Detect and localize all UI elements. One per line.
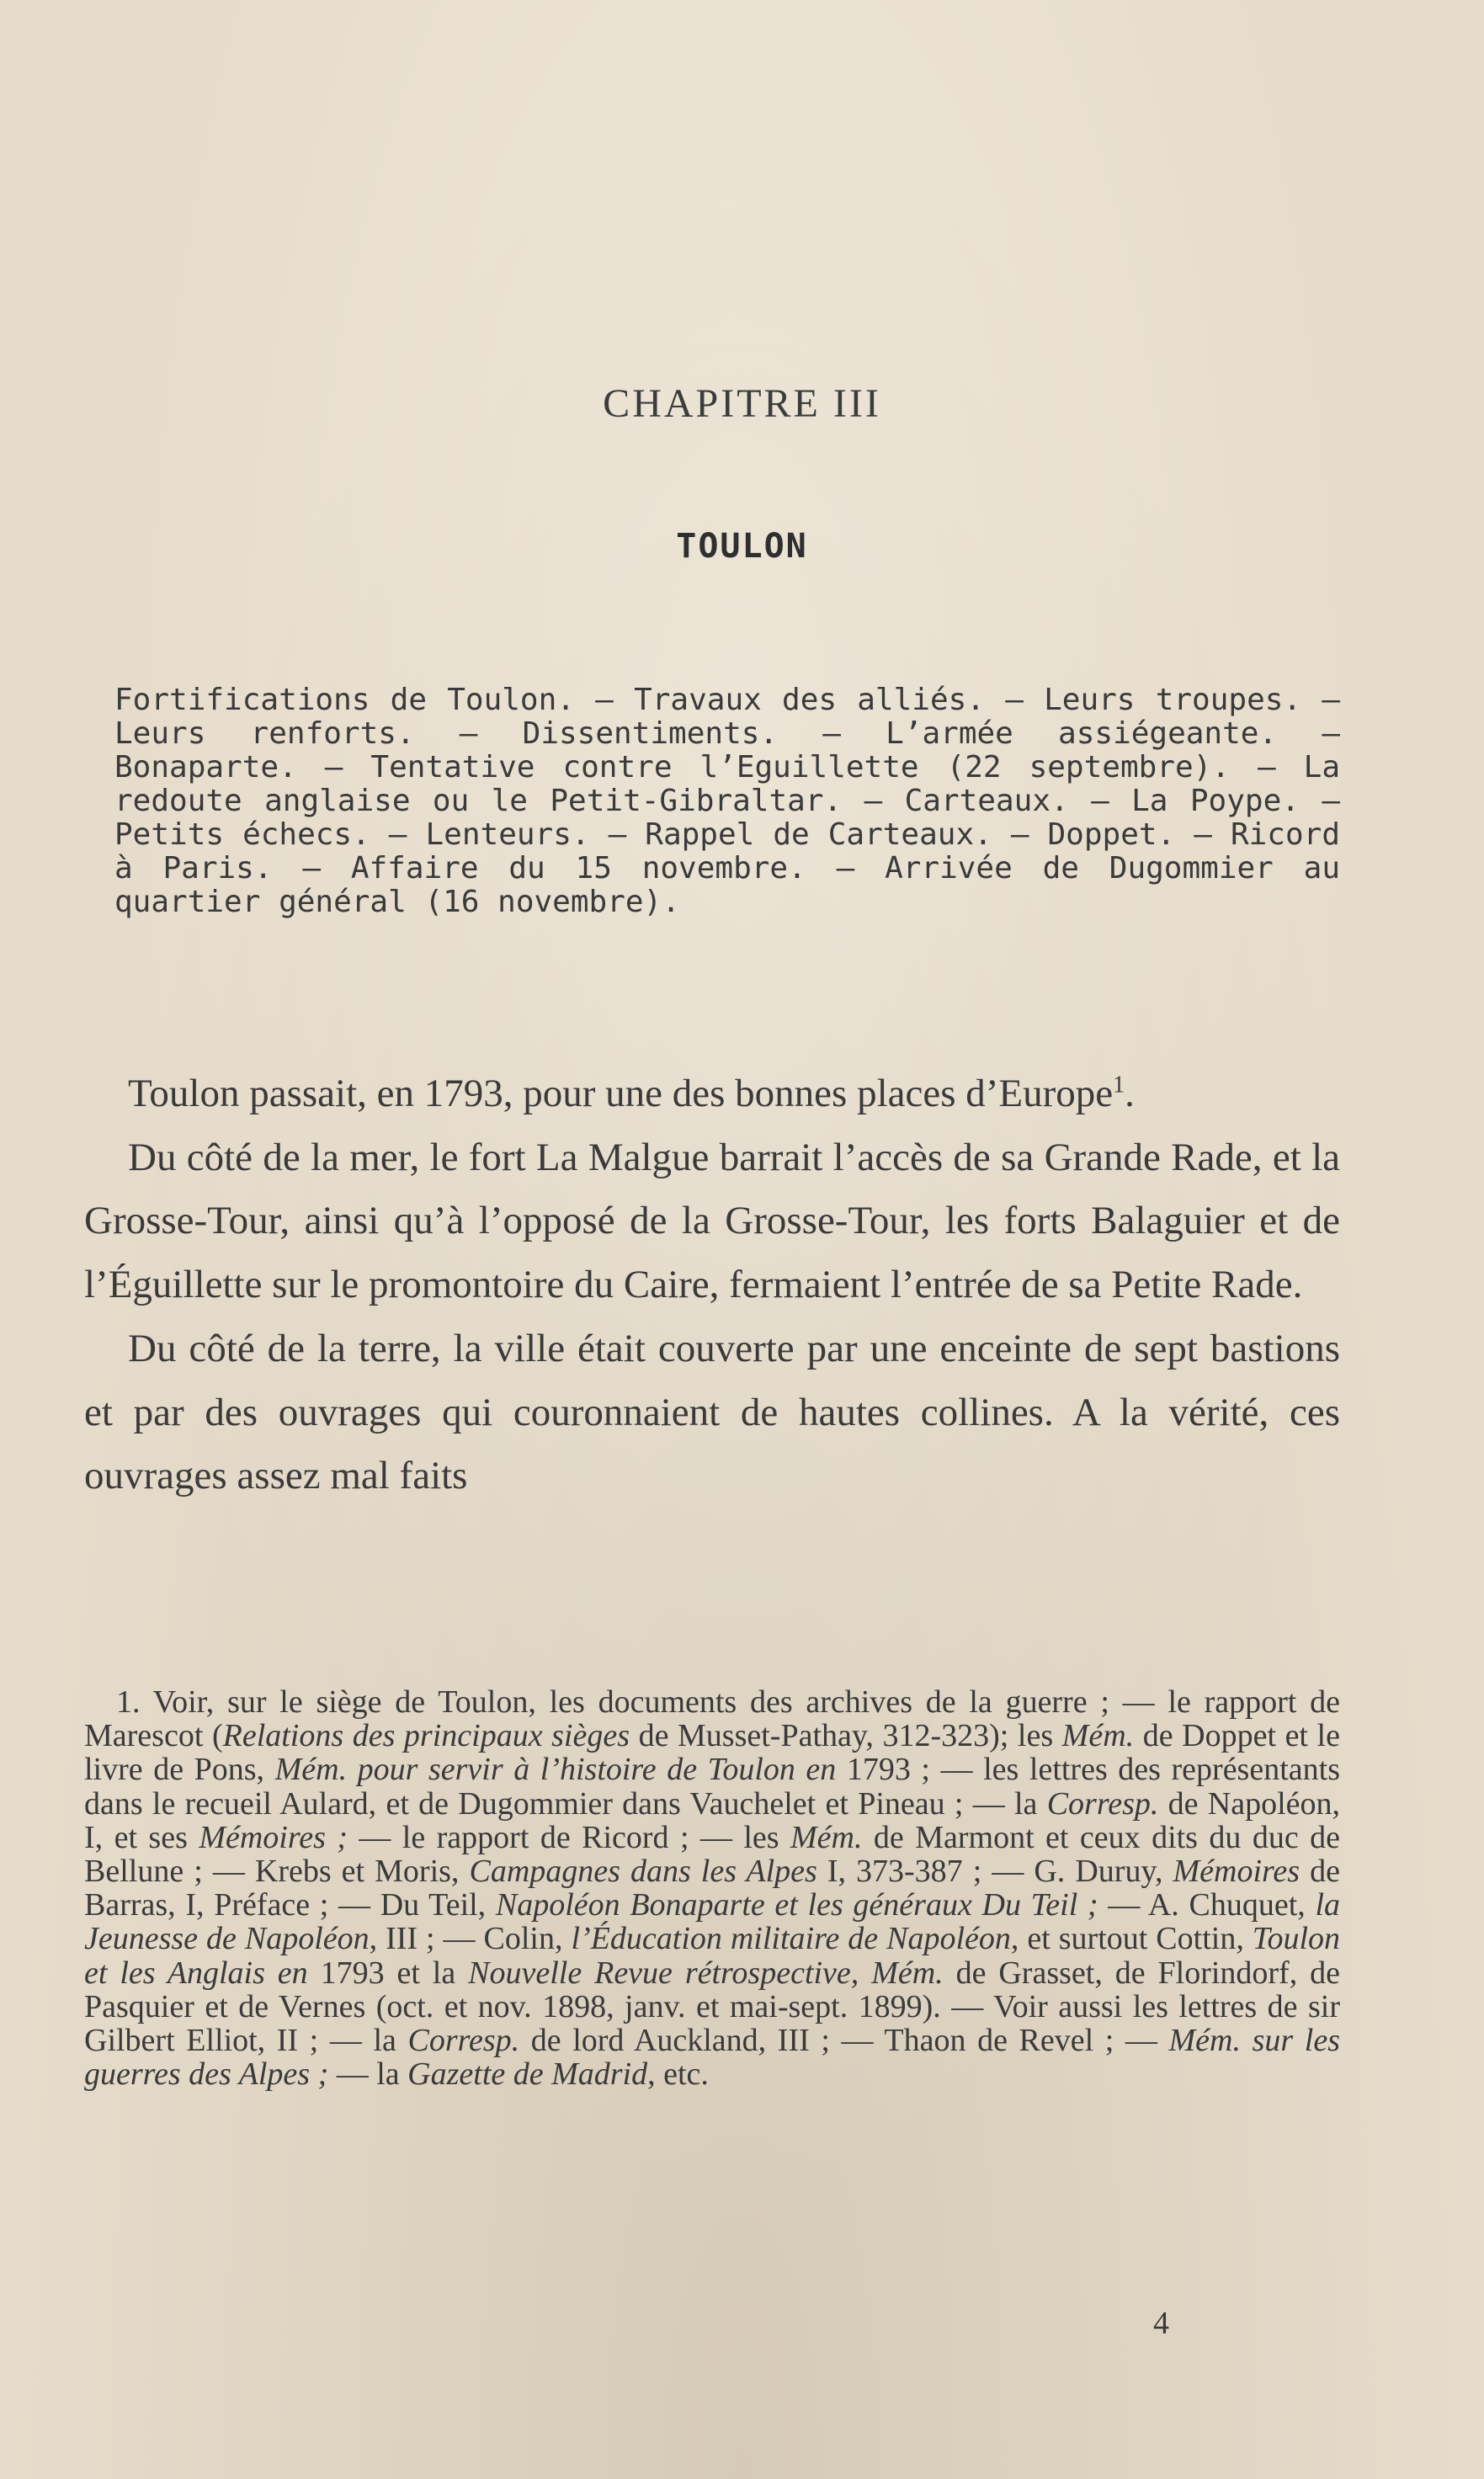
chapter-summary: Fortifications de Toulon. — Travaux des alliés. — Leurs troupes. — Leurs renforts. — Dissentiments. — L’armée assiégeante. — Bonaparte. — Tentative contre l’Eguillette (22 septembre). — La redoute anglaise ou le Petit-Gibraltar. — Carteaux. — La Poype. — Petits échecs. — Lenteurs. — Rappel de Carteaux. — Doppet. — Ricord à Paris. — Affaire du 15 novembre. — Arrivée de Dugommier au quartier général (16 novembre).	[114, 683, 1340, 919]
footnote-title: la Jeunesse de Napoléon	[84, 1887, 1340, 1957]
footnote-segment: , etc.	[647, 2056, 709, 2093]
footnote-segment: I, 373-387 ; — G. Duruy,	[816, 1854, 1173, 1890]
paragraph-1-text: Toulon passait, en 1793, pour une des bonnes places d’Europe	[128, 1072, 1114, 1115]
footnote	[84, 1685, 1340, 2091]
footnote-title: Mémoires	[1173, 1854, 1300, 1890]
footnote-segment: de Doppet et le livre de Pons,	[84, 1718, 1340, 1788]
footnote-segment: de Musset-Pathay, 312-323); les	[630, 1718, 1062, 1754]
paragraph-2: Du côté de la mer, le fort La Malgue barrait l’accès de sa Grande Rade, et la Grosse-Tour, ainsi qu’à l’opposé de la Grosse-Tour, les forts Balaguier et de l’Éguillette sur le promontoire du Caire, fermaient l’entrée de sa Petite Rade.	[84, 1135, 1340, 1307]
footnote-title: Mém.	[790, 1819, 863, 1855]
footnote-segment: de Marmont et ceux dits du duc de Bellune ; — Krebs et Moris,	[84, 1819, 1340, 1890]
footnote-segment: 1793 et la	[307, 1955, 469, 1991]
footnote-title: Nouvelle Revue rétrospective, Mém.	[468, 1955, 944, 1991]
page-number: 4	[1153, 2306, 1169, 2341]
paragraph-3: Du côté de la terre, la ville était couverte par une enceinte de sept bastions et par des ouvrages qui couronnaient de hautes collines. A la vérité, ces ouvrages assez mal faits	[84, 1326, 1340, 1498]
footnote-title: Napoléon Bonaparte et les généraux Du Teil ;	[495, 1887, 1098, 1923]
footnote-segment: Voir, sur le siège de Toulon, les documents des archives de la guerre ; — le rapport de Marescot (	[84, 1684, 1340, 1754]
footnote-title: Relations des principaux sièges	[222, 1718, 630, 1754]
paragraph-1	[84, 1062, 1340, 1126]
footnote-title: Mém. pour servir à l’histoire de Toulon en	[274, 1752, 837, 1788]
footnote-title: Gazette de Madrid	[407, 2056, 648, 2093]
footnote-title: Corresp.	[1046, 1785, 1159, 1822]
footnote-segment: , III ; — Colin,	[369, 1921, 572, 1957]
footnote-segment: — le rapport de Ricord ; — les	[347, 1819, 791, 1855]
paragraph-1-end: .	[1125, 1072, 1135, 1115]
body-text	[84, 1062, 1340, 1508]
footnote-segment: de lord Auckland, III ; — Thaon de Revel ; —	[519, 2023, 1169, 2059]
footnote-title: Mémoires ;	[199, 1819, 348, 1855]
footnote-ref: 1	[1113, 1072, 1125, 1099]
footnote-title: Corresp.	[407, 2023, 520, 2059]
footnote-segment: de Barras, I, Préface ; — Du Teil,	[84, 1854, 1340, 1923]
section-title: TOULON	[676, 527, 808, 566]
footnote-number: 1.	[116, 1684, 141, 1720]
chapter-title: CHAPITRE III	[603, 381, 881, 426]
footnote-segment: de Grasset, de Florindorf, de Pasquier et de Vernes (oct. et nov. 1898, janv. et mai-sept. 1899). — Voir aussi les lettres de sir Gilbert Elliot, II ; — la	[84, 1955, 1340, 2059]
footnote-segment: — la	[328, 2056, 408, 2093]
footnote-segment: 1793 ; — les lettres des représentants dans le recueil Aulard, et de Dugommier dans Vauchelet et Pineau ; — la	[84, 1752, 1340, 1822]
footnote-segment: — A. Chuquet,	[1098, 1887, 1316, 1923]
footnote-text	[84, 1685, 1340, 2091]
footnote-title: Mém. sur les guerres des Alpes ;	[84, 2023, 1340, 2093]
footnote-title: Mém.	[1061, 1718, 1135, 1754]
footnote-segment: de Napoléon, I, et ses	[84, 1785, 1340, 1855]
footnote-title: Campagnes dans les Alpes	[469, 1854, 817, 1890]
footnote-title: Toulon et les Anglais en	[84, 1921, 1340, 1991]
footnote-segment: , et surtout Cottin,	[1010, 1921, 1253, 1957]
footnote-title: l’Éducation militaire de Napoléon	[571, 1921, 1011, 1957]
